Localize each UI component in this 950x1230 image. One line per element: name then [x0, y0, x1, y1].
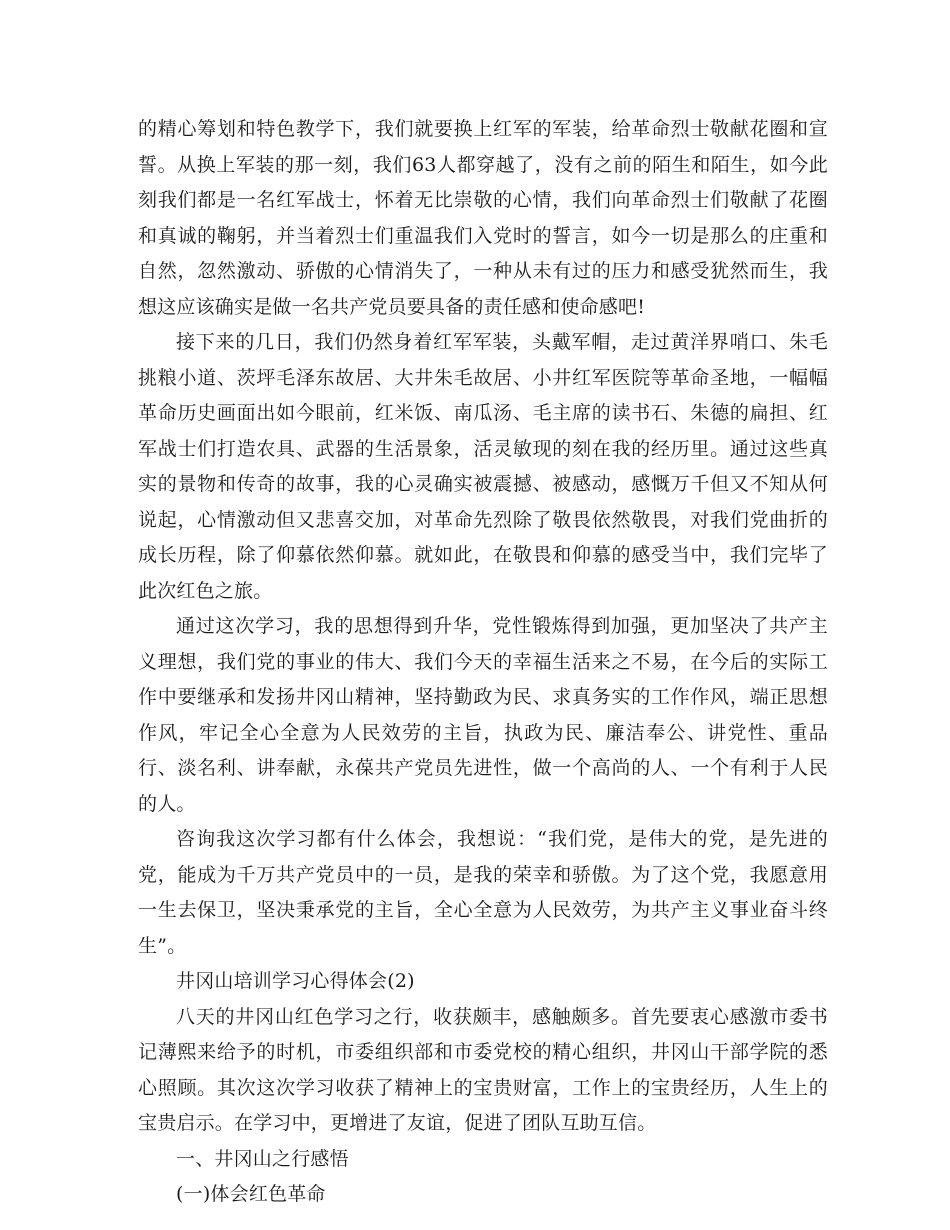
- subsection-heading-1-1: (一)体会红色革命: [176, 1183, 326, 1205]
- section-title: 井冈山培训学习心得体会(2): [176, 970, 415, 992]
- paragraph-eight-days: 八天的井冈山红色学习之行，收获颇丰，感触颇多。首先要衷心感激市委书记薄熙来给予的时机，市委组织部和市委党校的精心组织，井冈山干部学院的悉心照顾。其次这次学习收获了精神上的宝贵财富，工作上的宝贵经历，人生上的宝贵启示。在学习中，更增进了友谊，促进了团队互助互信。: [138, 1005, 828, 1134]
- paragraph-reflection-quote: 咨询我这次学习都有什么体会，我想说：“我们党，是伟大的党，是先进的党，能成为千万共产党员中的一员，是我的荣幸和骄傲。为了这个党，我愿意用一生去保卫，坚决秉承党的主旨，全心全意为人民效劳，为共产主义事业奋斗终生”。: [138, 828, 828, 957]
- paragraph-ceremony: 的精心筹划和特色教学下，我们就要换上红军的军装，给革命烈士敬献花圈和宣誓。从换上军装的那一刻，我们63人都穿越了，没有之前的陌生和陌生，如今此刻我们都是一名红军战士，怀着无比崇敬的心情，我们向革命烈士们敬献了花圈和真诚的鞠躬，并当着烈士们重温我们入党时的誓言，如今一切是那么的庄重和自然，忽然激动、骄傲的心情消失了，一种从未有过的压力和感受犹然而生，我想这应该确实是做一名共产党员要具备的责任感和使命感吧!: [138, 118, 828, 318]
- paragraph-sites-visit: 接下来的几日，我们仍然身着红军军装，头戴军帽，走过黄洋界哨口、朱毛挑粮小道、茨坪毛泽东故居、大井朱毛故居、小井红军医院等革命圣地，一幅幅革命历史画面出如今眼前，红米饭、南瓜汤、毛主席的读书石、朱德的扁担、红军战士们打造农具、武器的生活景象，活灵敏现的刻在我的经历里。通过这些真实的景物和传奇的故事，我的心灵确实被震撼、被感动，感慨万千但又不知从何说起，心情激动但又悲喜交加，对革命先烈除了敬畏依然敬畏，对我们党曲折的成长历程，除了仰慕依然仰慕。就如此，在敬畏和仰慕的感受当中，我们完毕了此次红色之旅。: [138, 331, 828, 602]
- subsection-heading-1: 一、井冈山之行感悟: [176, 1147, 349, 1170]
- paragraph-learning-outcome: 通过这次学习，我的思想得到升华，党性锻炼得到加强，更加坚决了共产主义理想，我们党的事业的伟大、我们今天的幸福生活来之不易，在今后的实际工作中要继承和发扬井冈山精神，坚持勤政为民、求真务实的工作作风，端正思想作风，牢记全心全意为人民效劳的主旨，执政为民、廉洁奉公、讲党性、重品行、淡名利、讲奉献，永葆共产党员先进性，做一个高尚的人、一个有利于人民的人。: [138, 615, 828, 815]
- document-page: [138, 112, 828, 1213]
